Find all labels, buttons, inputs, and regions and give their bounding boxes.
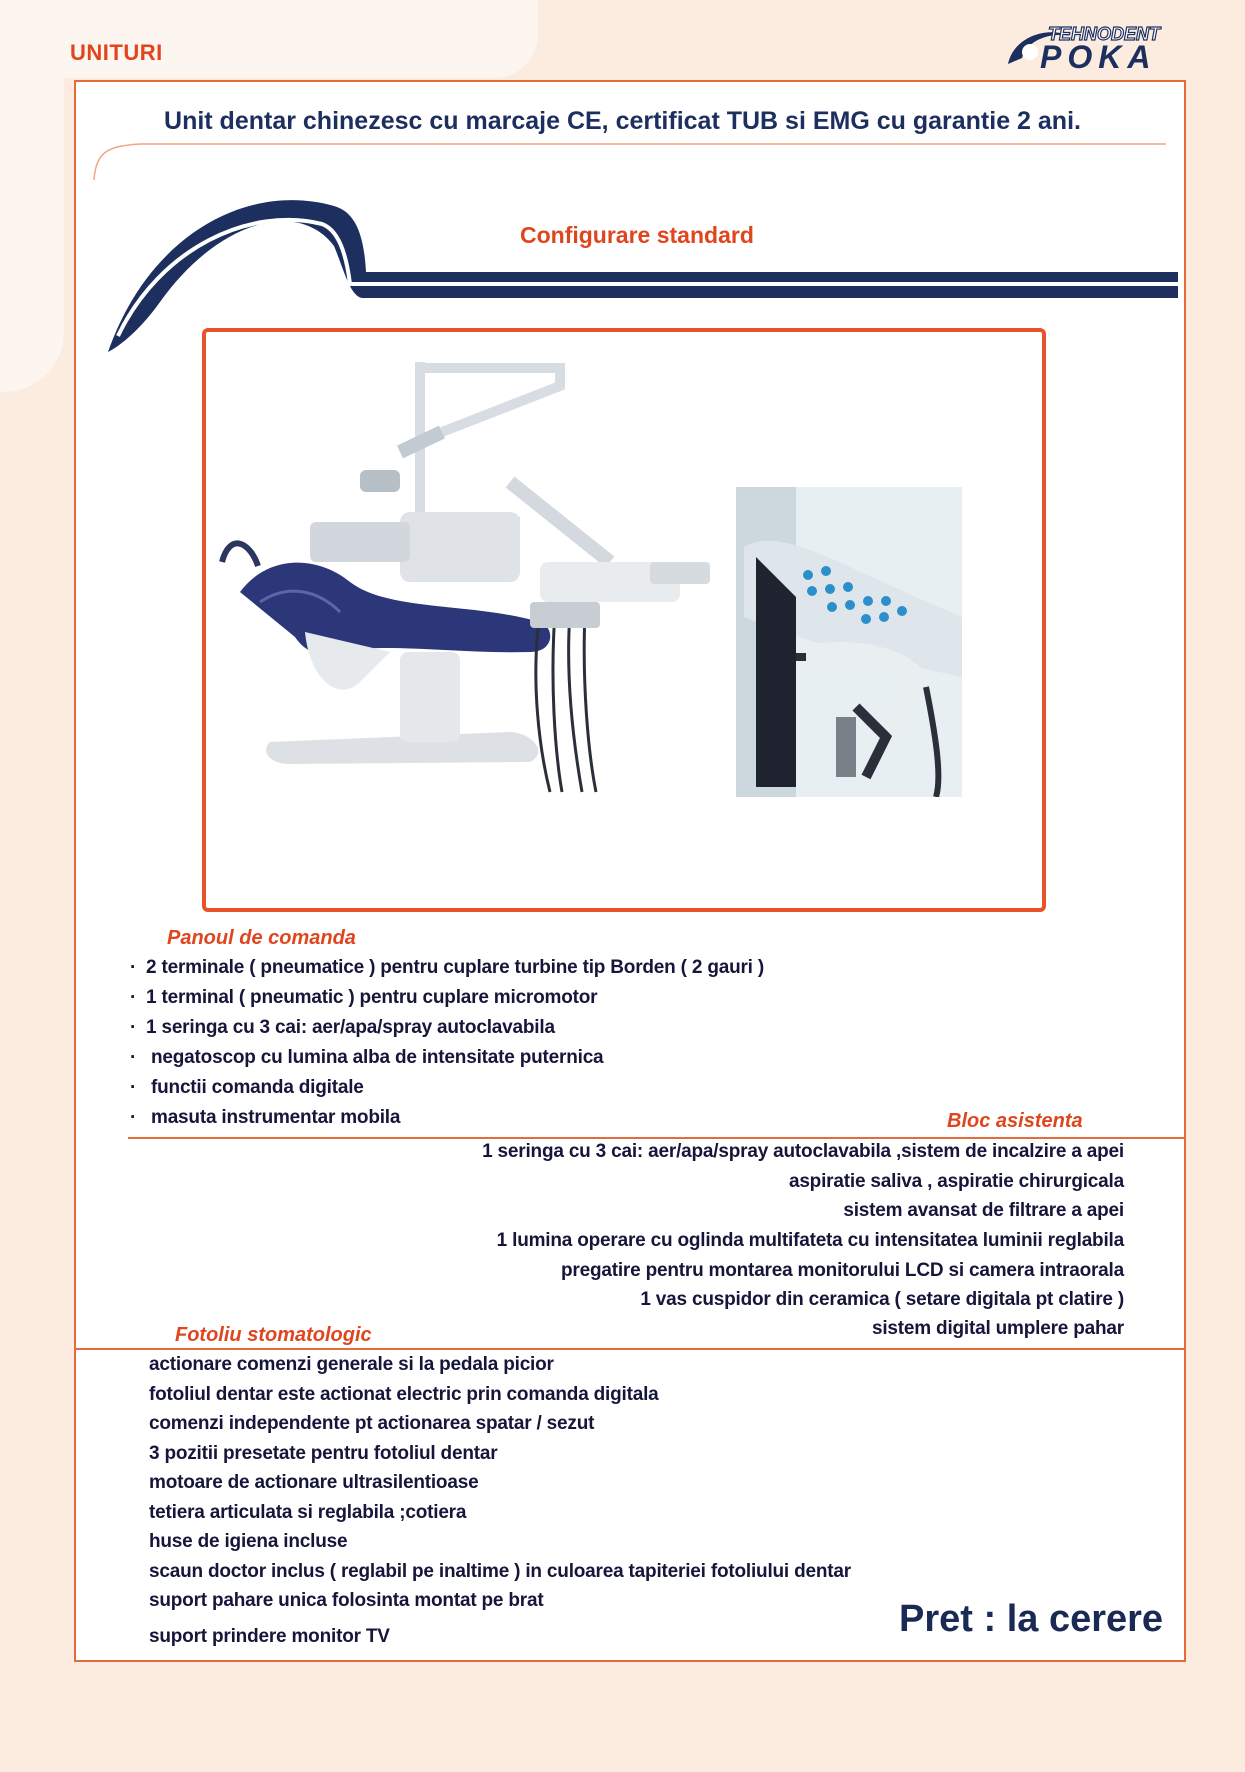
list-item: functii comanda digitale: [151, 1077, 364, 1098]
panel-heading: Panoul de comanda: [167, 927, 356, 949]
bullet-icon: ·: [130, 957, 137, 978]
list-item: 1 terminal ( pneumatic ) pentru cuplare micromotor: [146, 987, 598, 1008]
subtitle: Configurare standard: [520, 222, 754, 248]
list-item: 3 pozitii presetate pentru fotoliul dentar: [149, 1443, 498, 1464]
headline: Unit dentar chinezesc cu marcaje CE, certificat TUB si EMG cu garantie 2 ani.: [164, 107, 1081, 135]
list-item: 2 terminale ( pneumatice ) pentru cuplare turbine tip Borden ( 2 gauri ): [146, 957, 764, 978]
logo-bottom-text: POKA: [1040, 39, 1157, 74]
bullet-icon: ·: [130, 1047, 137, 1068]
list-item: huse de igiena incluse: [149, 1531, 348, 1552]
list-item: motoare de actionare ultrasilentioase: [149, 1472, 479, 1493]
list-item: suport pahare unica folosinta montat pe brat: [149, 1590, 544, 1611]
dental-unit-image: [210, 352, 730, 812]
list-item: 1 vas cuspidor din ceramica ( setare digitala pt clatire ): [640, 1289, 1124, 1310]
list-item: negatoscop cu lumina alba de intensitate puternica: [151, 1047, 604, 1068]
chair-divider: [74, 1348, 1186, 1350]
assist-heading: Bloc asistenta: [947, 1110, 1083, 1132]
list-item: actionare comenzi generale si la pedala picior: [149, 1354, 554, 1375]
list-item: fotoliul dentar este actionat electric prin comanda digitala: [149, 1384, 659, 1405]
list-item: 1 lumina operare cu oglinda multifateta cu intensitatea luminii reglabila: [496, 1230, 1124, 1251]
price-label: Pret : la cerere: [899, 1598, 1164, 1640]
bullet-icon: ·: [130, 1077, 137, 1098]
section-label: UNITURI: [70, 40, 163, 65]
list-item: tetiera articulata si reglabila ;cotiera: [149, 1502, 467, 1523]
list-item: comenzi independente pt actionarea spatar / sezut: [149, 1413, 595, 1434]
logo-top-text: TEHNODENT: [1048, 24, 1160, 44]
assist-divider: [128, 1137, 1186, 1139]
list-item: 1 seringa cu 3 cai: aer/apa/spray autoclavabila: [146, 1017, 555, 1038]
list-item: masuta instrumentar mobila: [151, 1107, 401, 1128]
chair-heading: Fotoliu stomatologic: [175, 1324, 372, 1346]
bullet-icon: ·: [130, 1107, 137, 1128]
bullet-icon: ·: [130, 1017, 137, 1038]
list-item: aspiratie saliva , aspiratie chirurgicala: [788, 1171, 1124, 1192]
list-item: 1 seringa cu 3 cai: aer/apa/spray autoclavabila ,sistem de incalzire a apei: [482, 1141, 1124, 1162]
list-item: scaun doctor inclus ( reglabil pe inaltime ) in culoarea tapiteriei fotoliului dentar: [149, 1561, 851, 1582]
list-item: pregatire pentru montarea monitorului LCD si camera intraorala: [560, 1260, 1124, 1281]
list-item: sistem avansat de filtrare a apei: [843, 1200, 1124, 1221]
bullet-icon: ·: [130, 987, 137, 1008]
list-item: suport prindere monitor TV: [149, 1626, 390, 1647]
list-item: sistem digital umplere pahar: [871, 1318, 1124, 1339]
control-panel-image: [736, 487, 962, 797]
